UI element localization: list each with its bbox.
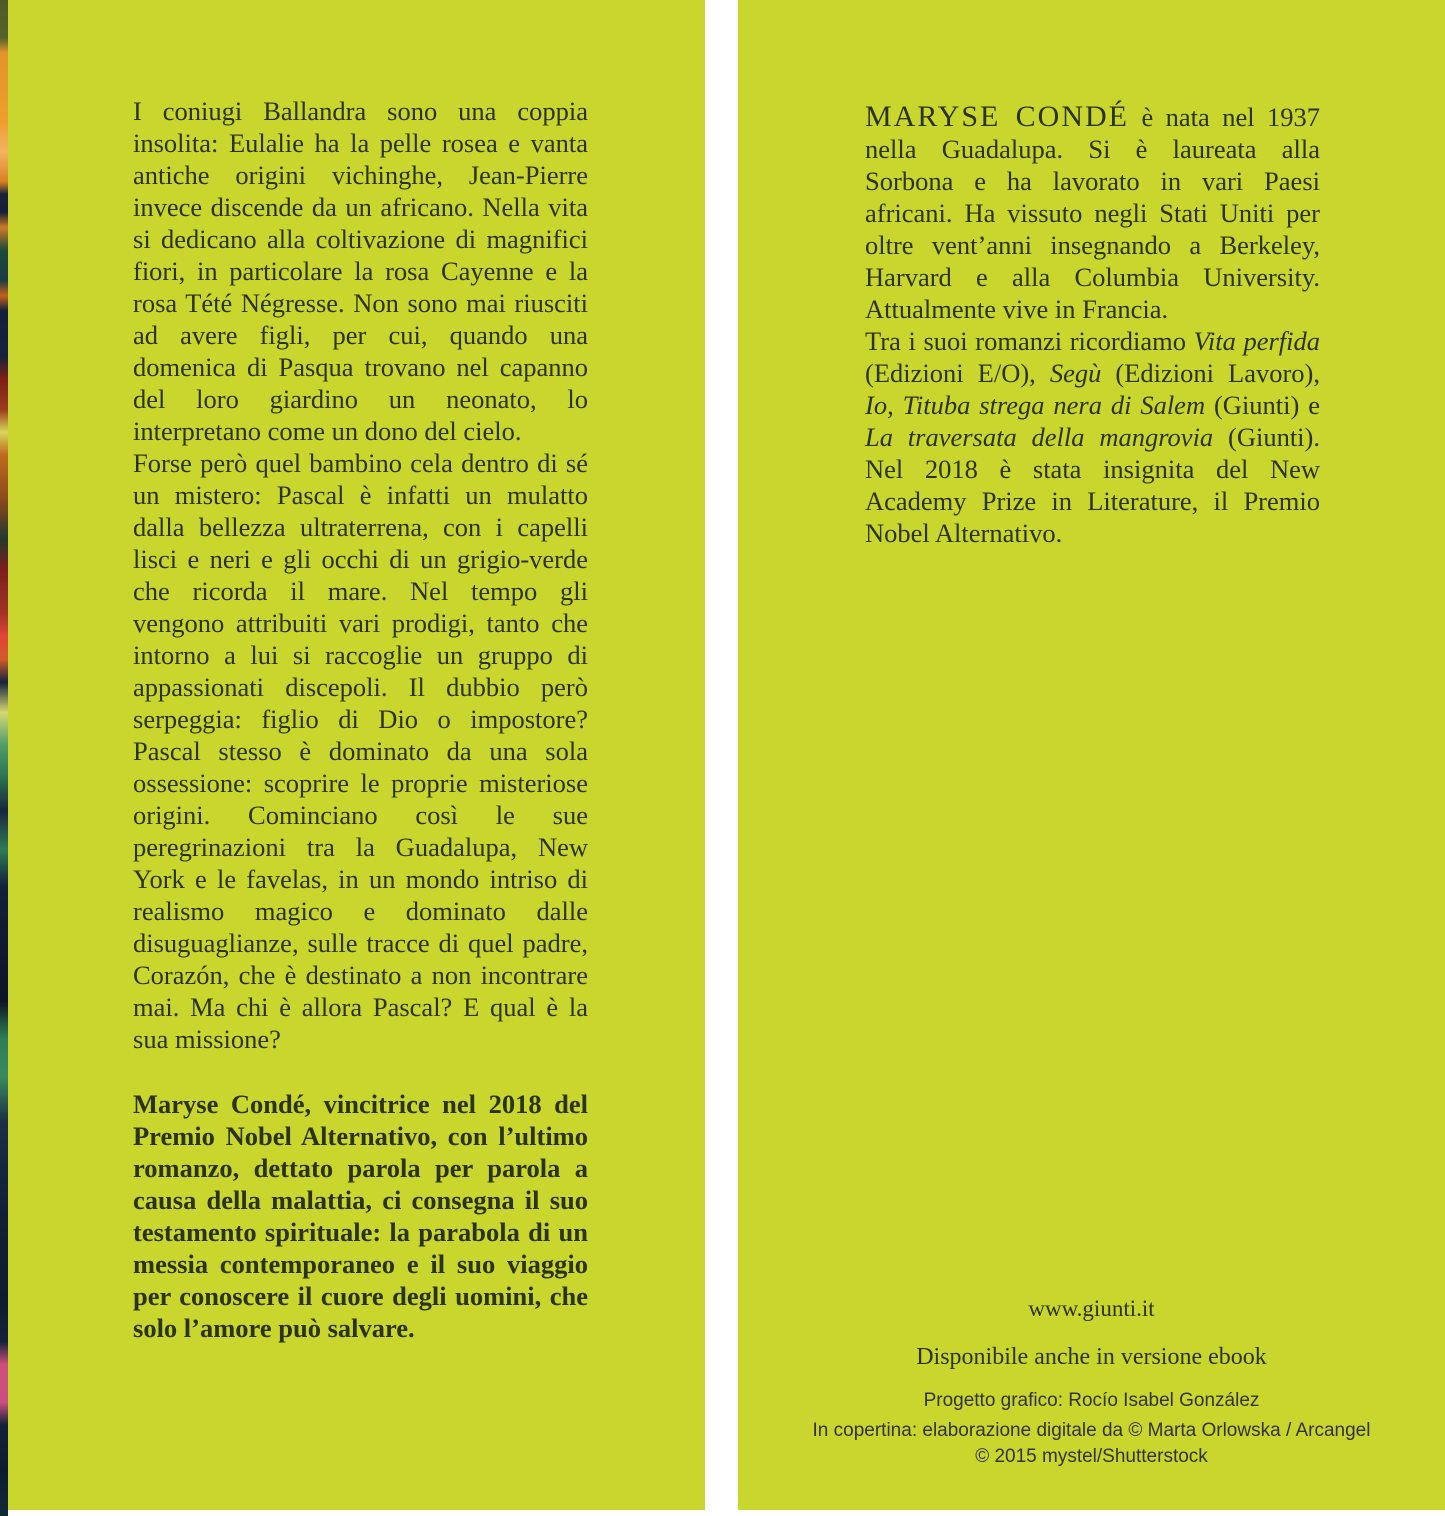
panel-divider-gap bbox=[705, 0, 738, 1516]
cover-image-credit bbox=[738, 1418, 1445, 1470]
synopsis-paragraph-1: I coniugi Ballandra sono una coppia insolita: Eulalie ha la pelle rosea e vanta antiche origini vichinghe, Jean-Pierre invece discende da un africano. Nella vita si dedicano alla coltivazione di magnifici fiori, in particolare la rosa Cayenne e la rosa Tété Négresse. Non sono mai riusciti ad avere figli, per cui, quando una domenica di Pasqua trovano nel capanno del loro giardino un neonato, lo interpretano come un dono del cielo. bbox=[133, 96, 588, 446]
synopsis-paragraph-2: Forse però quel bambino cela dentro di sé un mistero: Pascal è infatti un mulatto dalla bellezza ultraterrena, con i capelli lisci e neri e gli occhi di un grigio-verde che ricorda il mare. Nel tempo gli vengono attribuiti vari prodigi, tanto che intorno a lui si raccoglie un gruppo di appassionati discepoli. Il dubbio però serpeggia: figlio di Dio o impostore? Pascal stesso è dominato da una sola ossessione: scoprire le proprie misteriose origini. Cominciano così le sue peregrinazioni tra la Guadalupa, New York e le favelas, in un mondo intriso di realismo magico e dominato dalle disuguaglianze, sulle tracce di quel padre, Corazón, che è destinato a non incontrare mai. Ma chi è allora Pascal? E qual è la sua missione? bbox=[133, 448, 588, 1054]
publisher-website: www.giunti.it bbox=[1028, 1296, 1155, 1321]
synopsis-highlight-paragraph: Maryse Condé, vincitrice nel 2018 del Premio Nobel Alternativo, con l’ultimo romanzo, dettato parola per parola a causa della malattia, ci consegna il suo testamento spirituale: la parabola di un messia contemporaneo e il suo viaggio per conoscere il cuore degli uomini, che solo l’amore può salvare. bbox=[133, 1089, 588, 1343]
graphic-design-credit: Progetto grafico: Rocío Isabel González bbox=[923, 1390, 1260, 1411]
back-cover-panel bbox=[8, 0, 705, 1510]
cover-credit-line-2: © 2015 mystel/Shutterstock bbox=[975, 1446, 1208, 1467]
author-bio-text: è nata nel 1937 nella Guadalupa. Si è laureata alla Sorbona e ha lavorato in vari Paesi africani. Ha vissuto negli Stati Uniti per oltre vent’anni insegnando a Berkeley, Harvard e alla Columbia University. Attualmente vive in Francia. bbox=[865, 102, 1321, 324]
cover-credit-line-1: In copertina: elaborazione digitale da © Marta Orlowska / Arcangel bbox=[812, 1420, 1371, 1441]
author-name: MARYSE CONDÉ bbox=[865, 100, 1130, 133]
synopsis-text-block bbox=[133, 95, 588, 1344]
ebook-availability-note: Disponibile anche in versione ebook bbox=[916, 1344, 1267, 1370]
author-works-paragraph: Tra i suoi romanzi ricordiamo Vita perfida (Edizioni E/O), Segù (Edizioni Lavoro), Io, Tituba strega nera di Salem (Giunti) e La traversata della mangrovia (Giunti). Nel 2018 è stata insignita del New Academy Prize in Literature, il Premio Nobel Alternativo. bbox=[865, 326, 1321, 548]
inside-flap-panel bbox=[738, 0, 1445, 1510]
author-bio-block bbox=[865, 101, 1320, 549]
cover-artwork-strip bbox=[0, 0, 8, 1516]
author-bio-paragraph bbox=[865, 101, 1320, 325]
